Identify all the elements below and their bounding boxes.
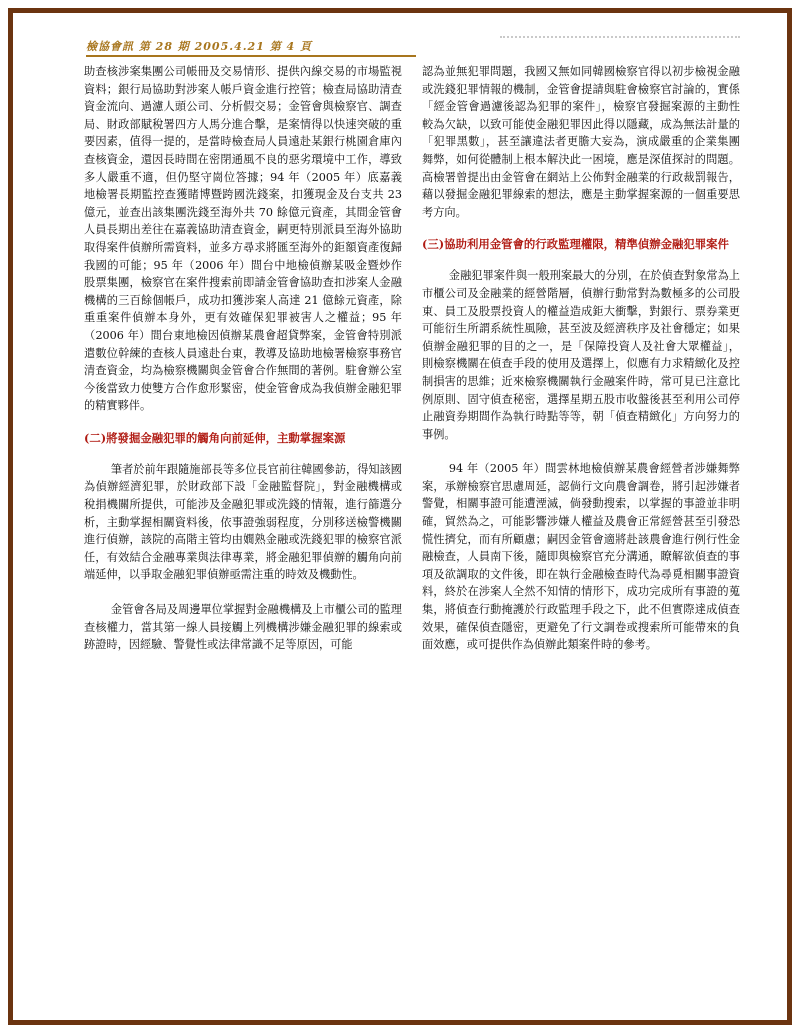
body-paragraph: 認為並無犯罪問題，我國又無如同韓國檢察官得以初步檢視金融或洗錢犯罪情報的機制，金管會提請與駐會檢察官討論的，實係「經金管會過濾後認為犯罪的案件」，檢察官發掘案源的主動性較為欠缺，以致可能使金融犯罪因此得以隱藏，成為無法計量的「犯罪黑數」，甚至讓違法者更膽大妄為，演成嚴重的企業集團舞弊，如何從體制上根本解決此一困境，應是深值探討的問題。高檢署曾提出由金管會在網站上公佈對金融業的行政裁罰報告，藉以發掘金融犯罪線索的想法，應是主動掌握案源的一個重要思考方向。 [422,65,740,219]
section-heading-3: (三)協助利用金管會的行政監理權限，精準偵辦金融犯罪案件 [422,237,729,252]
body-paragraph: 金管會各局及周邊單位掌握對金融機構及上市櫃公司的監理查核權力，當其第一線人員接觸上列機構涉嫌金融犯罪的線索或跡證時，因經驗、警覺性或法律常識不足等原因，可能 [84,603,402,652]
body-paragraph: 助查核涉案集團公司帳冊及交易情形、提供內線交易的市場監視資料；銀行局協助對涉案人帳戶資金進行控管；檢查局協助清查資金流向、過濾人頭公司、分析假交易；金管會與檢察官、調查局、財政部賦稅署四方人馬分進合擊，是案情得以快速突破的重要因素，值得一提的，是當時檢查局人員遠赴某銀行桃園倉庫內查核資金，還因長時間在密閉通風不良的惡劣環境中工作，導致多人嚴重不適，但仍堅守崗位答據；94 年（2005 年）底嘉義地檢署長期監控查獲睹博暨跨國洗錢案，扣獲現金及台支共 23 億元，並查出該集團洗錢至海外共 70 餘億元資產，其間金管會人員長期出差往在嘉義協助清查資金，嗣更特別派員至海外協助取得案件偵辦所需資料，並多方尋求將匯至海外的鉅額資產復歸我國的可能；95 年（2006 年）間台中地檢偵辦某吸金暨炒作股票集團，檢察官在案件搜索前即請金管會協助查扣涉案人金融機構的三百餘個帳戶，成功扣獲涉案人高達 21 億餘元資產，除重重案件偵辦本身外，更有效確保犯罪被害人之權益；95 年（2006 年）間台東地檢因偵辦某農會超貸弊案，金管會特別派遣數位幹練的查核人員遠赴台東，教導及協助地檢署檢察事務官清查資金，均為檢察機關與金管會合作無間的著例。駐會辦公室今後當致力使雙方合作愈形緊密，使金管會成為我偵辦金融犯罪的精實夥伴。 [84,65,402,413]
body-paragraph: 筆者於前年跟隨施部長等多位長官前往韓國參訪，得知該國為偵辦經濟犯罪，於財政部下設「金融監督院」，對金融機構或稅捐機關所提供，可能涉及金融犯罪或洗錢的情報，進行篩選分析，主動掌握相關資料後，依事證強弱程度，分別移送檢警機關進行偵辦，該院的高階主管均由嫺熟金融或洗錢犯罪的檢察官派任，有效結合金融專業與法律專業，將金融犯罪偵辦的觸角向前端延伸，以爭取金融犯罪偵辦亟需注重的時效及機動性。 [84,462,402,582]
body-paragraph: 94 年（2005 年）間雲林地檢偵辦某農會經營者涉嫌舞弊案，承辦檢察官思慮周延，認倘行文向農會調卷，將引起涉嫌者警覺，相關事證可能遭湮滅，倘發動搜索，以掌握的事證並非明確，貿然為之，可能影響涉嫌人權益及農會正常經營甚至引發恐慌性擠兌，而有所顧慮；嗣因金管會適將赴該農會進行例行性金融檢查，人員南下後，隨即與檢察官充分溝通，瞭解欲偵查的事項及欲調取的文件後，即在執行金融檢查時代為尋覓相關事證資料，終於在涉案人全然不知情的情形下，成功完成所有事證的蒐集，將偵查行動掩護於行政監理手段之下，此不但實際達成偵查效果，確保偵查隱密，更避免了行文調卷或搜索所可能帶來的負面效應，或可提供作為偵辦此類案件時的參考。 [422,462,740,652]
section-heading-2: (二)將發掘金融犯罪的觸角向前延伸，主動掌握案源 [84,430,346,445]
left-column [84,63,402,987]
page-header: 檢協會訊 第 28 期 2005.4.21 第 4 頁 [86,40,313,53]
header-rule [86,55,416,57]
header-rule-faint [500,36,740,38]
body-paragraph: 金融犯罪案件與一般刑案最大的分別，在於偵查對象常為上市櫃公司及金融業的經營階層，偵辦行動常對為數極多的公司股東、員工及股票投資人的權益造成鉅大衝擊，對銀行、票券業更可能衍生所謂系統性風險，甚至波及經濟秩序及社會穩定；如果偵辦金融犯罪的目的之一，是「保障投資人及社會大眾權益」，則檢察機關在偵查手段的使用及選擇上，似應有力求精緻化及控制損害的思維；近來檢察機關執行金融案件時，常可見已注意比例原則、固守偵查秘密，選擇星期五股市收盤後甚至利用公司停止融資券期間作為執行時點等等，朝「偵查精緻化」方向努力的事例。 [422,269,740,441]
right-column [422,63,740,963]
